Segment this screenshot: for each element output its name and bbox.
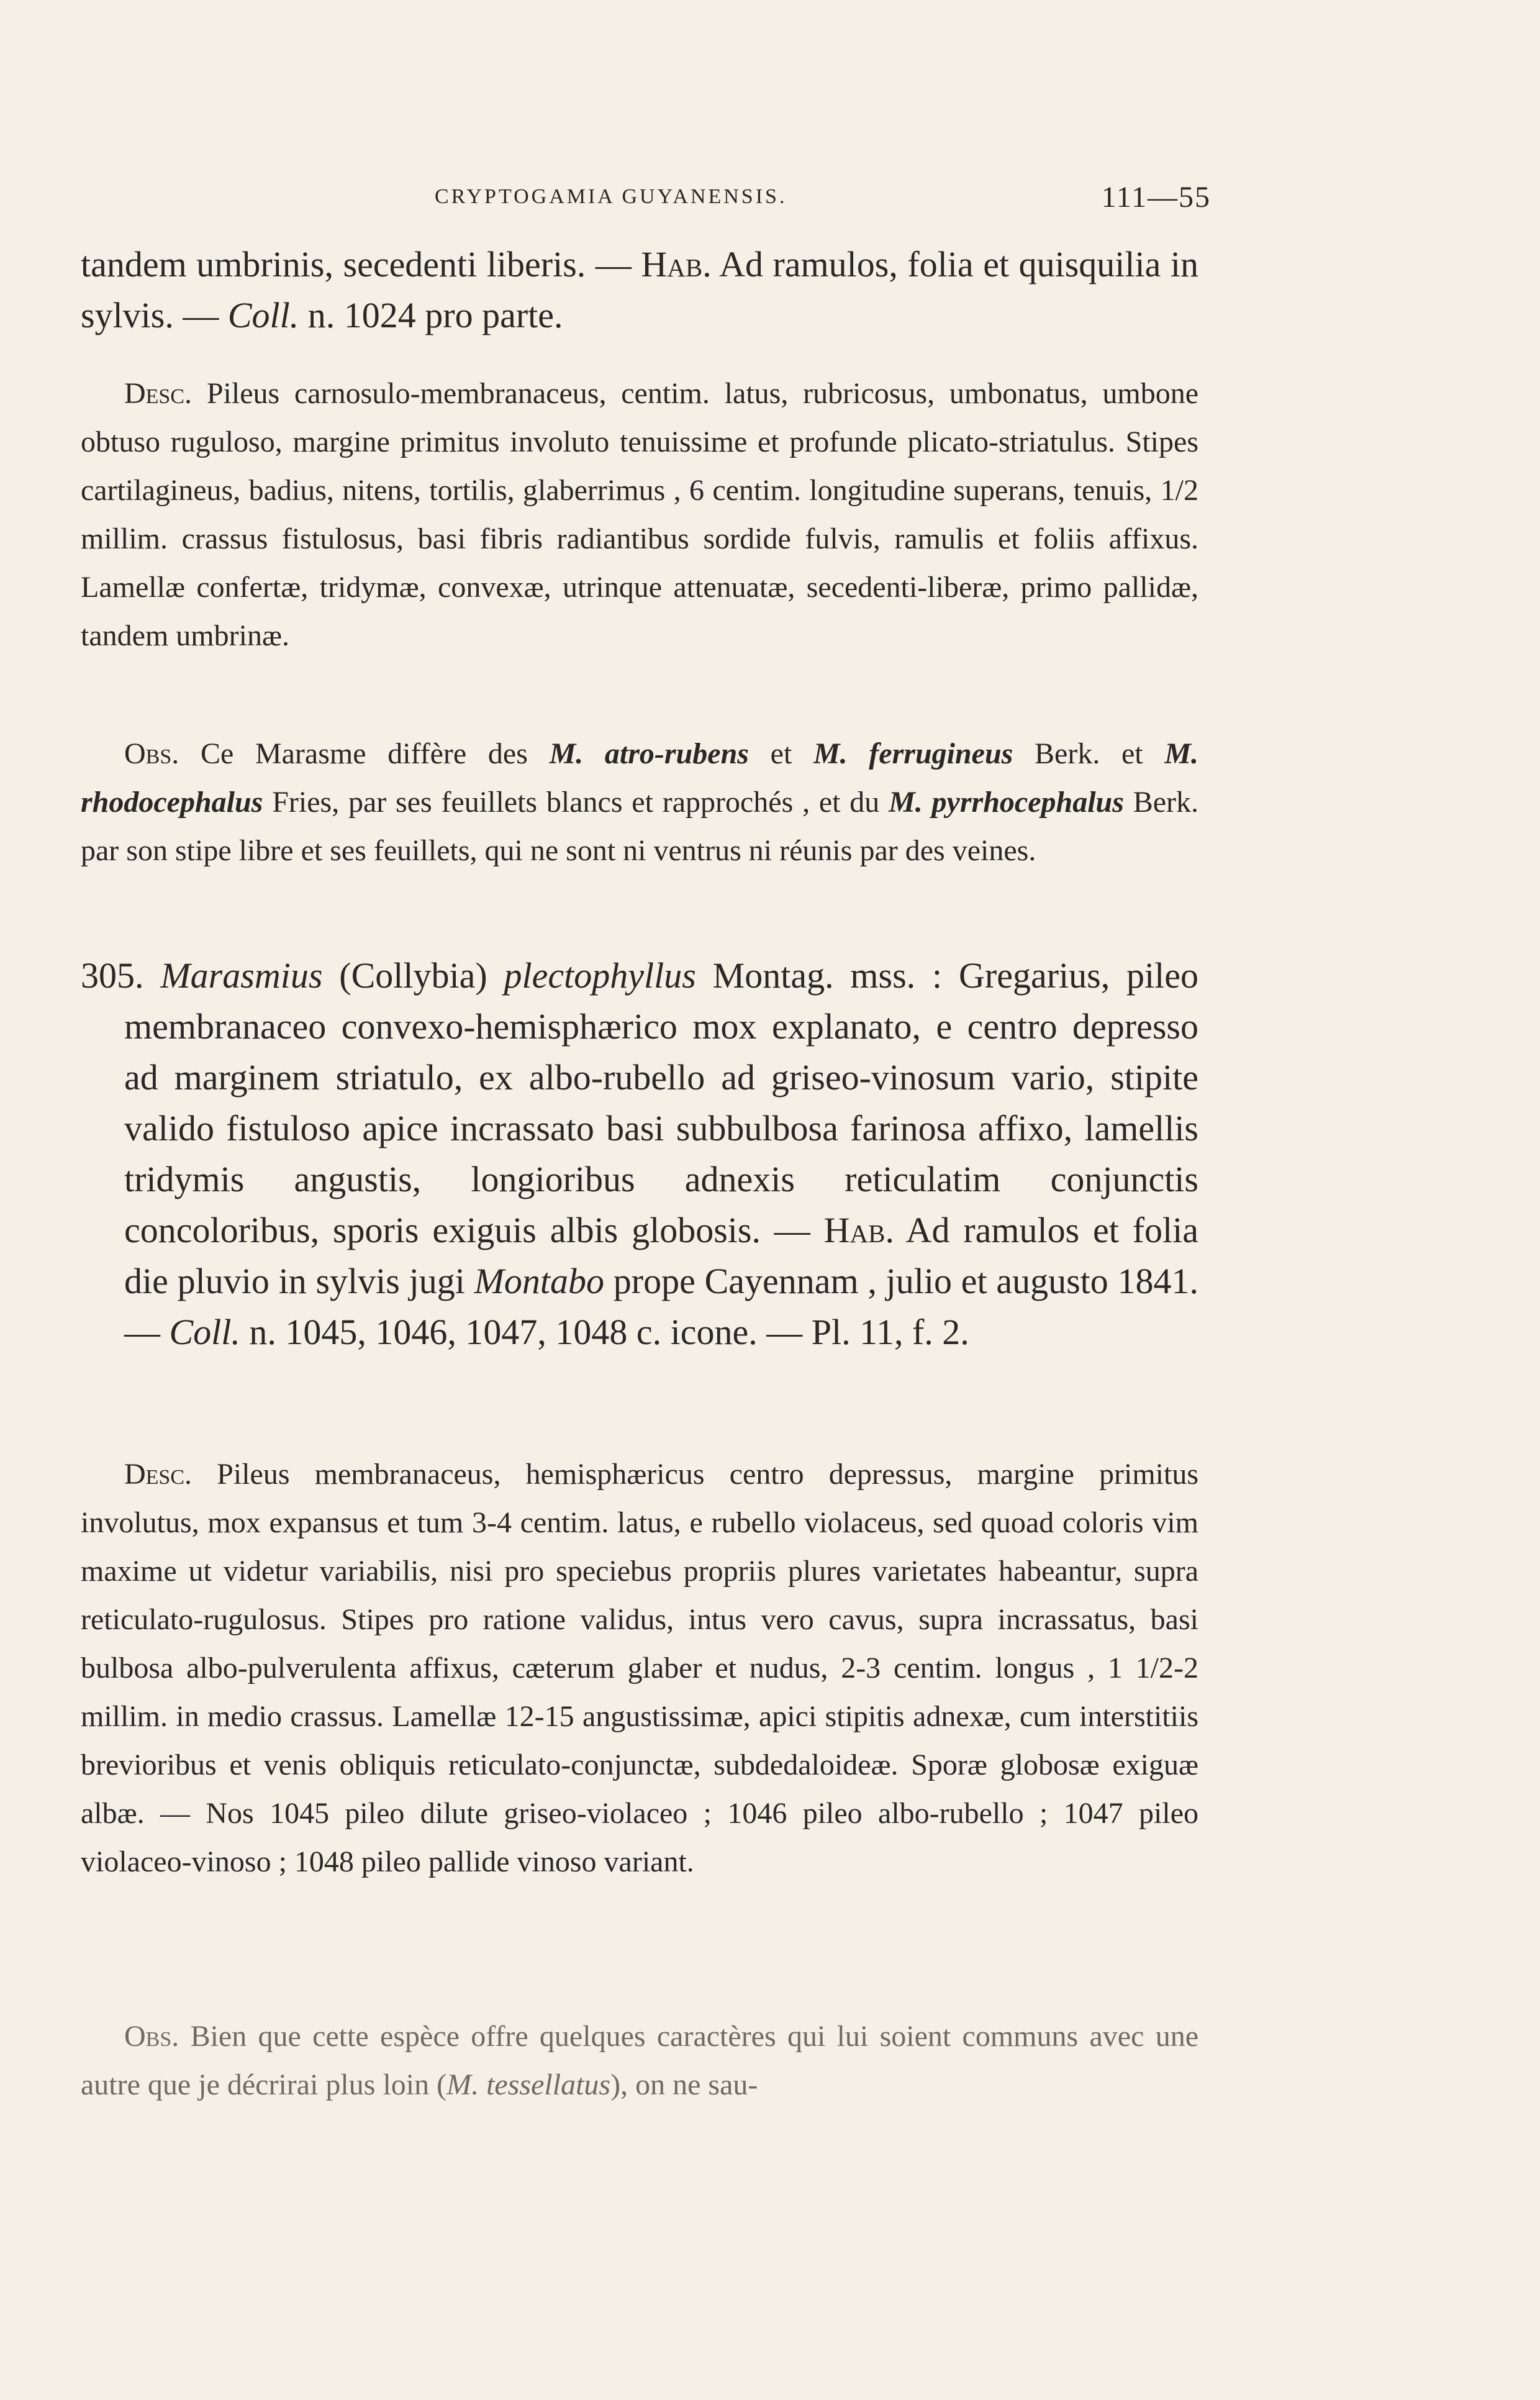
coll-label: Coll. [169,1312,240,1352]
obs-text: Berk. et [1035,737,1143,770]
species-name: M. atro-rubens [549,737,749,770]
hab-text: Ad ramulos, folia et quisquilia in sylvis. — [81,244,1199,335]
species-entry [81,950,1198,1358]
continued-paragraph [81,239,1198,341]
species-number: 305. [81,955,144,996]
species-name: M. rhodocephalus [81,737,1199,819]
page-header [435,180,1211,217]
diagnosis: Gregarius, pileo membranaceo convexo-hemisphærico mox explanato, e centro depresso ad marginem striatulo, ex albo-rubello ad griseo-vinosum vario, stipite valido fistuloso apice incrassato basi subbulbosa farinosa affixo, lamellis tridymis angustis, longioribus adnexis reticulatim conjunctis concoloribus, sporis exiguis albis globosis. — [124,955,1199,1250]
desc-label: Desc. [124,377,192,410]
obs-label: Obs. [124,2020,179,2053]
subgenus: (Collybia) [339,955,487,996]
description-2 [81,1450,1198,1886]
obs-text: Berk. par son stipe libre et ses feuillets, qui ne sont ni ventrus ni réunis par des veines. [81,786,1199,867]
hab-label: Hab. [641,244,712,284]
desc-text: Pileus membranaceus, hemisphæricus centro depressus, margine primitus involutus, mox expansus et tum 3-4 centim. latus, e rubello violaceus, sed quoad coloris vim maxime ut videtur variabilis, nisi pro speciebus propriis plures varietates habeantur, supra reticulato-rugulosus. Stipes pro ratione validus, intus vero cavus, supra incrassatus, basi bulbosa albo-pulverulenta affixus, cæterum glaber et nudus, 2-3 centim. longus , 1 1/2-2 millim. in medio crassus. Lamellæ 12-15 angustissimæ, apici stipitis adnexæ, cum interstitiis brevioribus et venis obliquis reticulato-conjunctæ, subdedaloideæ. Sporæ globosæ exiguæ albæ. — Nos 1045 pileo dilute griseo-violaceo ; 1046 pileo albo-rubello ; 1047 pileo violaceo-vinoso ; 1048 pileo pallide vinoso variant. [81,1458,1199,1878]
coll-label: Coll. [227,295,299,335]
author: Montag. mss. : [712,955,943,996]
genus-name: Marasmius [160,955,323,996]
coll-text: n. 1045, 1046, 1047, 1048 c. icone. — Pl. 11, f. 2. [249,1312,969,1352]
epithet: plectophyllus [504,955,696,996]
hab-text: Ad ramulos et folia die pluvio in sylvis jugi [124,1210,1199,1301]
obs-text: Bien que cette espèce offre quelques caractères qui lui soient communs avec une autre que je décrirai plus loin ( [81,2020,1199,2101]
species-name: M. tessellatus [446,2068,611,2101]
obs-text: ), on ne sau- [610,2068,758,2101]
hab-text: prope Cayennam , julio et augusto 1841. — [124,1261,1199,1352]
running-title: CRYPTOGAMIA GUYANENSIS. [435,185,787,208]
observation-1 [81,730,1198,875]
obs-text: Ce Marasme diffère des [200,737,528,770]
description-1 [81,370,1198,660]
hab-label: Hab. [823,1210,894,1250]
page-number: 111—55 [1101,181,1211,214]
observation-2 [81,2012,1198,2109]
species-name: M. ferrugineus [813,737,1013,770]
obs-label: Obs. [124,737,179,770]
obs-text: Fries, par ses feuillets blancs et rapprochés , et du [272,786,880,819]
cont-text: tandem umbrinis, secedenti liberis. — [81,244,632,284]
desc-label: Desc. [124,1458,192,1491]
species-name: M. pyrrhocephalus [889,786,1124,819]
coll-text: n. 1024 pro parte. [307,295,563,335]
locality: Montabo [474,1261,605,1301]
desc-text: Pileus carnosulo-membranaceus, centim. latus, rubricosus, umbonatus, umbone obtuso ruguloso, margine primitus involuto tenuissime et profunde plicato-striatulus. Stipes cartilagineus, badius, nitens, tortilis, glaberrimus , 6 centim. longitudine superans, tenuis, 1/2 millim. crassus fistulosus, basi fibris radiantibus sordide fulvis, ramulis et foliis affixus. Lamellæ confertæ, tridymæ, convexæ, utrinque attenuatæ, secedenti-liberæ, primo pallidæ, tandem umbrinæ. [81,377,1199,652]
obs-text: et [770,737,792,770]
